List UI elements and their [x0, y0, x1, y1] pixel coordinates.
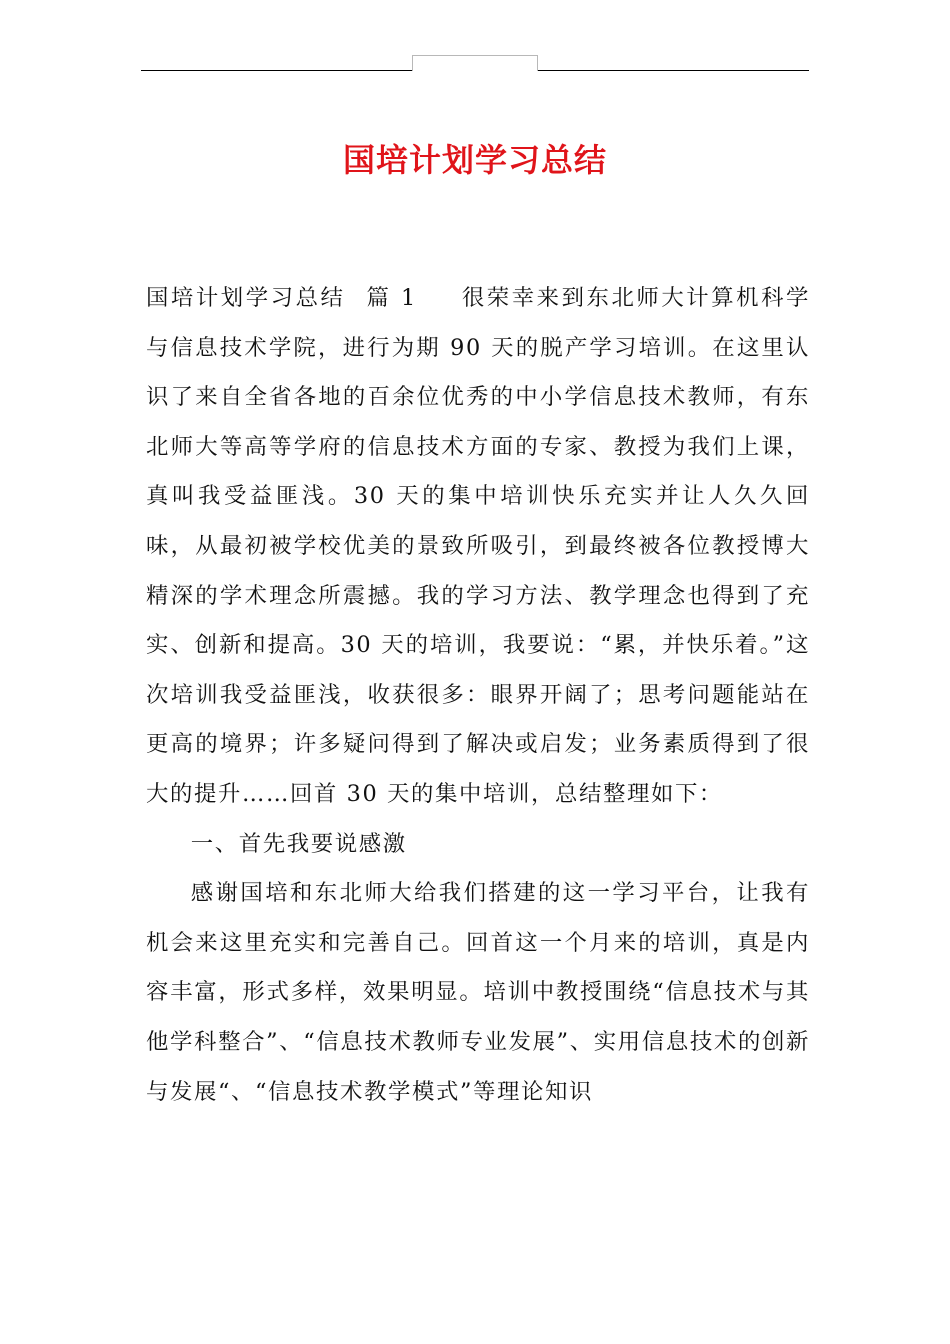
- header-tab: [412, 55, 538, 71]
- document-body: [146, 274, 810, 1117]
- document-title: 国培计划学习总结: [342, 141, 607, 179]
- paragraph-2: 感谢国培和东北师大给我们搭建的这一学习平台，让我有机会来这里充实和完善自己。回首这一个月来的培训，真是内容丰富，形式多样，效果明显。培训中教授围绕“信息技术与其他学科整合”、“信息技术教师专业发展”、实用信息技术的创新与发展“、“信息技术教学模式”等理论知识: [146, 880, 810, 1105]
- paragraph-1-text: 很荣幸来到东北师大计算机科学与信息技术学院，进行为期 90 天的脱产学习培训。在这里认识了来自全省各地的百余位优秀的中小学信息技术教师，有东北师大等高等学府的信息技术方面的专家、教授为我们上课，真叫我受益匪浅。30 天的集中培训快乐充实并让人久久回味，从最初被学校优美的景致所吸引，到最终被各位教授博大精深的学术理念所震撼。我的学习方法、教学理念也得到了充实、创新和提高。30 天的培训，我要说：“累，并快乐着。”这次培训我受益匪浅，收获很多：眼界开阔了；思考问题能站在更高的境界；许多疑问得到了解决或启发；业务素质得到了很大的提升……回首 30 天的集中培训，总结整理如下：: [146, 285, 810, 807]
- paragraph-intro: [146, 274, 810, 820]
- intro-part: 篇 1: [365, 285, 417, 311]
- section-heading: 一、首先我要说感激: [190, 830, 407, 857]
- intro-heading: 国培计划学习总结: [146, 285, 346, 311]
